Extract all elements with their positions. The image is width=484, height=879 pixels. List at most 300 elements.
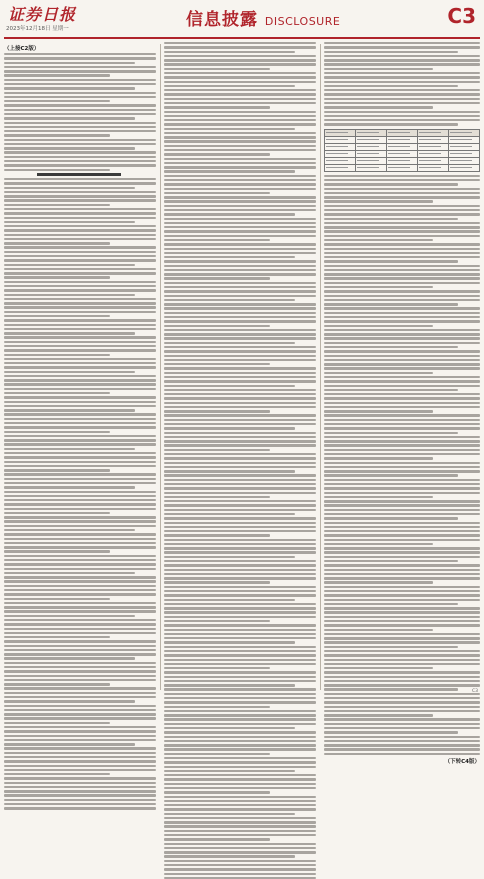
text-line	[164, 594, 316, 596]
text-line	[4, 803, 156, 805]
text-line	[164, 864, 316, 866]
text-line	[324, 102, 480, 104]
text-line	[326, 139, 348, 141]
text-line	[4, 765, 156, 767]
text-line	[388, 153, 410, 155]
text-line	[164, 787, 316, 789]
text-line	[324, 731, 458, 733]
text-line	[164, 111, 316, 113]
text-line	[4, 324, 156, 326]
section-title-cn: 信息披露	[186, 10, 258, 30]
text-line	[324, 517, 458, 519]
text-line	[324, 402, 480, 404]
text-line	[4, 777, 156, 779]
text-line	[4, 199, 156, 201]
text-line	[324, 586, 480, 588]
text-line	[4, 653, 156, 655]
text-line	[164, 385, 295, 387]
text-line	[4, 341, 156, 343]
text-line	[164, 85, 295, 87]
text-line	[4, 598, 110, 600]
text-line	[4, 628, 156, 630]
text-line	[4, 615, 135, 617]
text-line	[164, 303, 316, 305]
text-line	[164, 710, 316, 712]
text-line	[4, 221, 135, 223]
text-line	[324, 230, 480, 232]
text-line	[164, 269, 316, 271]
text-line	[164, 286, 316, 288]
text-line	[4, 117, 135, 119]
subheading-placeholder	[37, 173, 121, 176]
text-line	[164, 226, 316, 228]
text-line	[326, 153, 348, 155]
text-line	[4, 756, 156, 758]
text-line	[324, 414, 480, 416]
text-line	[324, 436, 480, 438]
text-line	[4, 456, 156, 458]
text-line	[4, 478, 156, 480]
text-line	[164, 663, 316, 665]
text-line	[324, 603, 458, 605]
text-line	[4, 276, 110, 278]
text-line	[419, 160, 441, 162]
text-line	[164, 295, 316, 297]
text-line	[324, 337, 480, 339]
text-line	[324, 397, 480, 399]
text-line	[4, 546, 156, 548]
text-line	[164, 766, 316, 768]
text-line	[4, 298, 156, 300]
newspaper-logo: 证券日报	[8, 5, 77, 24]
text-line	[164, 483, 316, 485]
text-line	[4, 448, 135, 450]
text-line	[164, 449, 270, 451]
text-line	[164, 196, 316, 198]
text-line	[4, 807, 156, 809]
text-line	[164, 248, 316, 250]
text-line	[4, 392, 110, 394]
text-line	[4, 229, 156, 231]
text-line	[4, 623, 156, 625]
text-line	[164, 179, 316, 181]
text-line	[324, 243, 480, 245]
text-line	[4, 255, 156, 257]
text-line	[4, 606, 156, 608]
text-line	[324, 453, 480, 455]
text-line	[324, 205, 480, 207]
text-line	[164, 158, 316, 160]
text-line	[4, 529, 135, 531]
header-rule	[4, 37, 480, 39]
text-line	[324, 115, 480, 117]
text-line	[164, 706, 270, 708]
text-line	[4, 87, 135, 89]
text-line	[4, 74, 110, 76]
text-line	[4, 666, 156, 668]
text-line	[164, 843, 316, 845]
text-line	[324, 620, 480, 622]
text-line	[4, 66, 156, 68]
text-line	[4, 465, 156, 467]
text-line	[324, 684, 480, 686]
text-line	[324, 457, 433, 459]
text-line	[164, 406, 316, 408]
text-line	[164, 243, 316, 245]
text-line	[324, 265, 480, 267]
text-line	[324, 389, 458, 391]
text-line	[164, 389, 316, 391]
text-line	[324, 427, 480, 429]
text-line	[324, 406, 480, 408]
text-line	[324, 188, 480, 190]
text-line	[324, 286, 433, 288]
text-line	[4, 319, 156, 321]
text-line	[324, 671, 480, 673]
text-line	[388, 160, 410, 162]
text-line	[164, 774, 316, 776]
text-line	[4, 717, 156, 719]
text-line	[4, 379, 156, 381]
text-line	[324, 419, 480, 421]
text-line	[164, 534, 270, 536]
text-line	[450, 160, 472, 162]
text-line	[164, 119, 316, 121]
dateline: 2023年12月18日 星期一	[6, 26, 69, 32]
text-line	[324, 581, 433, 583]
text-line	[164, 607, 316, 609]
text-line	[4, 281, 156, 283]
text-line	[164, 93, 316, 95]
text-line	[4, 191, 156, 193]
text-line	[164, 410, 270, 412]
text-line	[164, 145, 316, 147]
text-line	[324, 483, 480, 485]
text-line	[4, 306, 156, 308]
text-line	[164, 577, 316, 579]
text-line	[324, 367, 480, 369]
text-line	[324, 81, 480, 83]
text-line	[164, 312, 316, 314]
text-line	[324, 235, 480, 237]
text-line	[324, 226, 480, 228]
text-line	[4, 388, 156, 390]
text-line	[4, 422, 156, 424]
text-line	[4, 151, 156, 153]
text-line	[4, 100, 110, 102]
text-line	[4, 735, 156, 737]
text-line	[164, 393, 316, 395]
text-line	[4, 662, 156, 664]
text-line	[324, 509, 480, 511]
text-line	[324, 312, 480, 314]
text-line	[164, 419, 316, 421]
text-line	[164, 714, 316, 716]
text-line	[324, 577, 480, 579]
text-line	[324, 355, 480, 357]
text-line	[4, 70, 156, 72]
text-line	[324, 359, 480, 361]
text-line	[4, 602, 156, 604]
text-line	[324, 633, 480, 635]
text-line	[4, 315, 110, 317]
text-line	[324, 697, 480, 699]
text-line	[164, 359, 316, 361]
text-line	[164, 307, 316, 309]
text-line	[164, 556, 295, 558]
text-line	[388, 167, 410, 169]
text-line	[164, 539, 316, 541]
text-line	[324, 63, 480, 65]
text-line	[164, 290, 316, 292]
text-line	[164, 504, 316, 506]
text-line	[4, 375, 156, 377]
text-line	[324, 42, 480, 44]
text-line	[4, 747, 156, 749]
text-line	[164, 123, 316, 125]
text-line	[4, 563, 156, 565]
text-line	[324, 616, 480, 618]
text-line	[164, 205, 316, 207]
text-line	[4, 208, 156, 210]
text-line	[164, 796, 316, 798]
text-line	[164, 633, 316, 635]
text-line	[357, 132, 379, 134]
text-line	[4, 782, 156, 784]
text-line	[4, 109, 156, 111]
text-line	[164, 170, 295, 172]
text-line	[164, 200, 316, 202]
text-line	[357, 139, 379, 141]
text-line	[324, 346, 458, 348]
text-line	[326, 160, 348, 162]
text-line	[4, 139, 156, 141]
text-line	[164, 299, 295, 301]
text-line	[419, 132, 441, 134]
text-line	[324, 55, 480, 57]
text-line	[4, 473, 156, 475]
text-line	[164, 260, 316, 262]
text-line	[324, 68, 433, 70]
text-line	[164, 616, 316, 618]
text-line	[4, 264, 135, 266]
text-line	[324, 599, 480, 601]
text-line	[164, 89, 316, 91]
text-line	[164, 526, 316, 528]
text-line	[4, 769, 156, 771]
text-line	[388, 146, 410, 148]
text-line	[324, 564, 480, 566]
text-line	[324, 547, 480, 549]
text-line	[164, 855, 295, 857]
text-line	[164, 329, 316, 331]
text-line	[4, 212, 156, 214]
text-line	[324, 560, 458, 562]
text-line	[324, 543, 433, 545]
text-line	[164, 453, 316, 455]
text-line	[164, 599, 295, 601]
page-footer	[4, 689, 480, 697]
text-line	[4, 169, 110, 171]
text-line	[4, 683, 110, 685]
text-line	[164, 350, 316, 352]
text-line	[164, 560, 316, 562]
column-divider	[160, 44, 161, 690]
text-line	[4, 670, 156, 672]
text-line	[164, 590, 316, 592]
text-line	[324, 72, 480, 74]
text-line	[4, 726, 156, 728]
text-line	[164, 337, 316, 339]
text-line	[164, 611, 316, 613]
text-line	[164, 235, 316, 237]
text-line	[357, 153, 379, 155]
text-line	[164, 748, 316, 750]
text-line	[164, 273, 316, 275]
text-line	[324, 701, 480, 703]
text-line	[164, 282, 316, 284]
text-line	[324, 106, 433, 108]
text-line	[164, 265, 316, 267]
text-line	[164, 76, 316, 78]
text-line	[4, 760, 156, 762]
text-line	[324, 710, 480, 712]
text-line	[324, 299, 480, 301]
text-line	[4, 752, 156, 754]
text-line	[324, 637, 480, 639]
text-line	[4, 580, 156, 582]
text-line	[324, 59, 480, 61]
text-line	[4, 520, 156, 522]
text-line	[324, 119, 480, 121]
text-line	[4, 143, 156, 145]
text-line	[4, 96, 156, 98]
text-line	[4, 533, 156, 535]
text-line	[164, 162, 316, 164]
text-line	[164, 629, 316, 631]
text-line	[324, 76, 480, 78]
text-line	[324, 539, 480, 541]
section-title	[186, 5, 340, 30]
text-line	[4, 289, 156, 291]
text-line	[324, 646, 458, 648]
text-line	[4, 512, 110, 514]
text-line	[164, 239, 270, 241]
text-line	[450, 167, 472, 169]
text-line	[4, 645, 156, 647]
text-line	[164, 277, 270, 279]
text-line	[324, 590, 480, 592]
text-line	[4, 709, 156, 711]
text-line	[324, 492, 480, 494]
text-line	[419, 153, 441, 155]
text-line	[164, 513, 295, 515]
text-line	[164, 106, 270, 108]
text-line	[4, 482, 156, 484]
text-line	[164, 740, 316, 742]
text-line	[324, 196, 480, 198]
text-column-2	[164, 42, 316, 692]
text-line	[164, 684, 295, 686]
text-line	[324, 290, 480, 292]
text-line	[324, 753, 480, 755]
text-line	[324, 727, 480, 729]
text-line	[4, 122, 156, 124]
text-line	[4, 439, 156, 441]
text-line	[164, 132, 316, 134]
text-line	[164, 402, 316, 404]
text-line	[164, 149, 316, 151]
text-line	[164, 72, 316, 74]
masthead	[0, 0, 484, 44]
text-line	[4, 195, 156, 197]
text-line	[419, 139, 441, 141]
text-line	[164, 620, 270, 622]
text-line	[164, 723, 316, 725]
text-line	[4, 62, 135, 64]
text-line	[324, 111, 480, 113]
text-line	[324, 594, 480, 596]
text-line	[4, 401, 156, 403]
text-line	[324, 350, 480, 352]
text-line	[164, 873, 316, 875]
text-line	[324, 325, 433, 327]
text-line	[164, 757, 316, 759]
text-line	[164, 718, 316, 720]
text-line	[450, 139, 472, 141]
text-line	[4, 649, 156, 651]
text-line	[4, 332, 135, 334]
text-line	[4, 383, 156, 385]
text-line	[164, 659, 316, 661]
text-line	[324, 479, 480, 481]
text-line	[164, 791, 270, 793]
text-line	[4, 705, 156, 707]
text-line	[164, 367, 316, 369]
text-line	[164, 487, 316, 489]
text-line	[324, 222, 480, 224]
text-line	[4, 542, 156, 544]
text-line	[164, 436, 316, 438]
text-line	[4, 794, 156, 796]
text-line	[324, 183, 458, 185]
text-line	[164, 46, 316, 48]
text-line	[164, 252, 316, 254]
section-title-en: DISCLOSURE	[264, 15, 341, 28]
text-line	[324, 504, 480, 506]
text-line	[4, 225, 156, 227]
text-line	[4, 585, 156, 587]
text-line	[324, 663, 480, 665]
text-line	[164, 543, 316, 545]
text-line	[4, 366, 156, 368]
text-line	[4, 486, 135, 488]
text-line	[324, 706, 480, 708]
text-line	[324, 273, 480, 275]
text-line	[4, 491, 156, 493]
text-line	[324, 676, 480, 678]
text-line	[324, 423, 480, 425]
text-line	[4, 204, 110, 206]
text-line	[4, 336, 156, 338]
text-line	[164, 813, 295, 815]
text-line	[4, 126, 156, 128]
text-line	[324, 239, 433, 241]
text-line	[164, 641, 295, 643]
text-line	[324, 123, 458, 125]
text-line	[164, 637, 316, 639]
text-line	[324, 629, 433, 631]
